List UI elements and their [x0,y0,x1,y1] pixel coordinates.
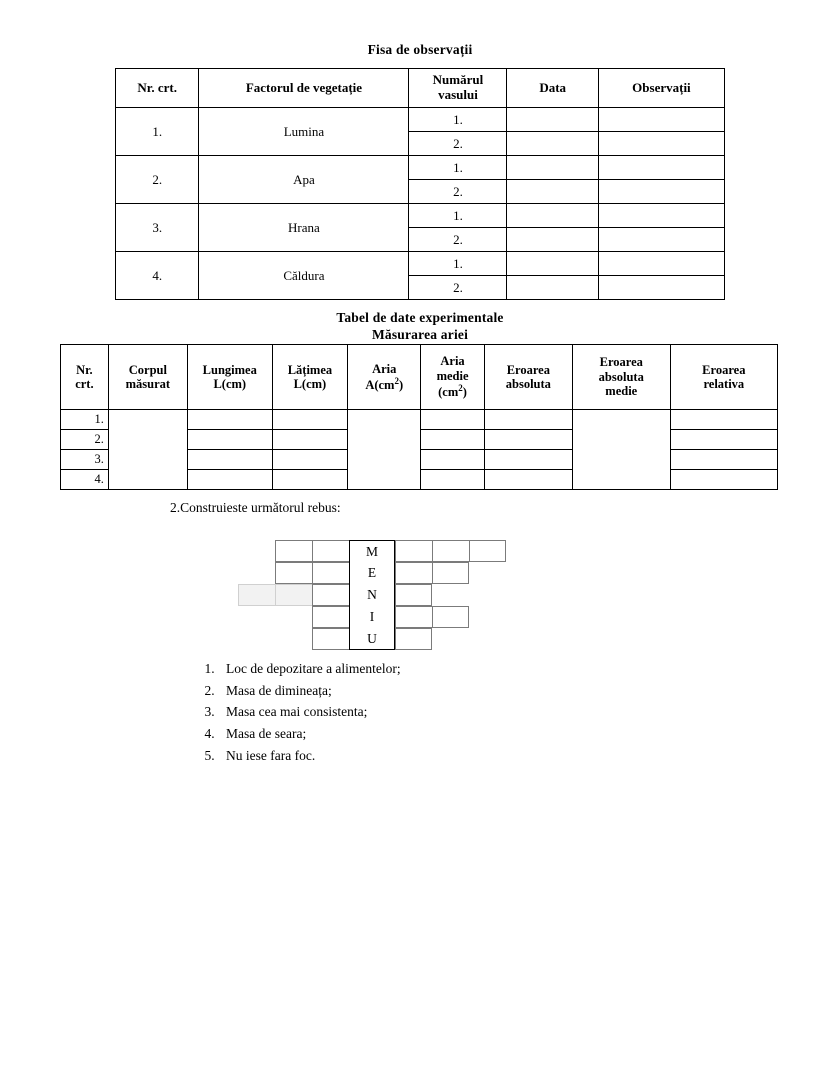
header-line: A(cm [365,378,395,393]
cell-lungimea [187,410,272,430]
list-item: 2. Masa de dimineața; [218,682,401,700]
header-line: măsurat [125,377,171,391]
cell-latimea [272,470,348,490]
rebus-key-cell-u: U [349,628,395,650]
header-lungimea [187,345,272,410]
rebus-cell[interactable] [312,540,349,562]
header-data: Data [507,69,598,108]
header-superscript: 2 [458,383,463,394]
cell-nr: 4. [61,470,109,490]
cell-observations [598,252,724,276]
cell-eroarea-absoluta [484,470,572,490]
cell-factor: Hrana [199,204,409,252]
rebus-cell-empty [469,584,506,606]
experiment-table-title: Tabel de date experimentale [336,310,504,325]
cell-vessel: 2. [409,228,507,252]
rebus-instruction: 2.Construieste următorul rebus: [170,500,341,515]
table-row [116,108,725,132]
header-line: medie [436,368,469,383]
header-latimea [272,345,348,410]
cell-factor: Lumina [199,108,409,156]
header-corpul-masurat [108,345,187,410]
cell-nr: 4. [116,252,199,300]
cell-latimea [272,430,348,450]
table-row [116,156,725,180]
cell-aria-medie [421,470,485,490]
table-header-row [61,345,778,410]
list-item: 1. Loc de depozitare a alimentelor; [218,660,401,678]
header-line: medie [605,384,638,399]
cell-data [507,276,598,300]
rebus-cell[interactable] [312,628,349,650]
rebus-cell[interactable] [469,540,506,562]
observation-table [115,68,725,300]
rebus-cell[interactable] [312,562,349,584]
rebus-cell-empty [469,606,506,628]
rebus-cell[interactable] [312,606,349,628]
rebus-row [238,584,578,606]
cell-vessel: 2. [409,132,507,156]
header-line: L(cm) [293,377,327,391]
rebus-key-cell-m: M [349,540,395,562]
header-line: absoluta [598,369,644,384]
cell-lungimea [187,430,272,450]
cell-eroarea-absoluta [484,410,572,430]
rebus-cell[interactable] [395,606,432,628]
header-eroarea-relativa [670,345,777,410]
cell-observations [598,132,724,156]
rebus-cell-empty [469,562,506,584]
cell-data [507,252,598,276]
cell-vessel: 2. [409,180,507,204]
rebus-cell-empty [275,628,312,650]
header-line: Corpul [128,362,167,377]
cell-nr: 2. [61,430,109,450]
cell-nr: 1. [116,108,199,156]
header-nr-crt: Nr. crt. [116,69,199,108]
rebus-cell-empty [238,562,275,584]
rebus-key-cell-i: I [349,606,395,628]
rebus-cell[interactable] [395,628,432,650]
header-line: Aria [372,361,397,376]
cell-lungimea [187,470,272,490]
header-eroarea-absoluta-medie [572,345,670,410]
rebus-grid [238,540,578,650]
cell-eroarea-relativa [670,410,777,430]
cell-observations [598,276,724,300]
header-line: (cm [438,385,459,400]
table-row [61,410,778,430]
rebus-cell[interactable] [395,540,432,562]
header-line: Lățimea [287,362,333,377]
cell-nr: 3. [116,204,199,252]
header-line: ) [398,378,404,393]
cell-nr: 2. [116,156,199,204]
rebus-cell[interactable] [275,562,312,584]
header-line: crt. [75,377,94,391]
cell-nr: 1. [61,410,109,430]
rebus-clues [196,660,401,769]
rebus-cell-empty [469,628,506,650]
rebus-cell[interactable] [432,606,469,628]
cell-nr: 3. [61,450,109,470]
cell-data [507,180,598,204]
cell-data [507,108,598,132]
rebus-cell-empty [275,606,312,628]
cell-vessel: 1. [409,156,507,180]
cell-data [507,204,598,228]
cell-vessel: 1. [409,204,507,228]
header-nr-crt [61,345,109,410]
header-line: L(cm) [213,377,247,391]
cell-observations [598,180,724,204]
cell-factor: Căldura [199,252,409,300]
rebus-key-cell-e: E [349,562,395,584]
rebus-cell-empty [432,628,469,650]
cell-latimea [272,410,348,430]
cell-eroarea-absoluta [484,450,572,470]
header-line: Aria [440,354,465,369]
rebus-cell[interactable] [312,584,349,606]
cell-data [507,132,598,156]
cell-data [507,156,598,180]
cell-vessel: 1. [409,108,507,132]
table-row [116,204,725,228]
cell-vessel: 1. [409,252,507,276]
header-line: Eroarea [599,355,643,370]
rebus-row [238,540,578,562]
rebus-cell-empty [238,628,275,650]
cell-aria-medie [421,430,485,450]
cell-factor: Apa [199,156,409,204]
header-aria-medie [421,345,485,410]
rebus-cell-empty [238,540,275,562]
header-factor: Factorul de vegetație [199,69,409,108]
rebus-row [238,628,578,650]
table-header-row [116,69,725,108]
rebus-cell-empty [432,584,469,606]
rebus-row [238,606,578,628]
rebus-cell[interactable] [432,540,469,562]
header-line: Eroarea [702,362,746,377]
header-observations: Observații [598,69,724,108]
cell-observations [598,156,724,180]
experiment-table-subtitle: Măsurarea ariei [371,327,469,342]
rebus-cell[interactable] [238,584,275,606]
cell-vessel: 2. [409,276,507,300]
rebus-cell[interactable] [395,562,432,584]
header-line: Nr. [76,362,93,377]
cell-eroarea-relativa [670,450,777,470]
cell-observations [598,228,724,252]
cell-observations [598,204,724,228]
header-line: relativa [703,377,745,391]
header-vessel: Numărul vasului [409,69,507,108]
header-line: absoluta [505,377,551,391]
header-aria [348,345,421,410]
cell-corpul-masurat [108,410,187,490]
header-line: Lungimea [202,362,257,377]
cell-eroarea-relativa [670,430,777,450]
header-line: ) [462,385,467,400]
cell-data [507,228,598,252]
cell-aria [348,410,421,490]
experiment-table [60,344,778,490]
cell-lungimea [187,450,272,470]
cell-eroarea-relativa [670,470,777,490]
rebus-cell[interactable] [275,540,312,562]
observation-table-title: Fisa de observații [367,42,473,57]
header-line: Eroarea [506,362,550,377]
cell-latimea [272,450,348,470]
list-item: 4. Masa de seara; [218,725,401,743]
cell-aria-medie [421,450,485,470]
rebus-cell[interactable] [432,562,469,584]
rebus-cell[interactable] [275,584,312,606]
rebus-cell-empty [238,606,275,628]
header-superscript: 2 [394,375,399,386]
header-eroarea-absoluta [484,345,572,410]
cell-eroarea-absoluta-medie [572,410,670,490]
cell-eroarea-absoluta [484,430,572,450]
rebus-key-cell-n: N [349,584,395,606]
table-row [116,252,725,276]
cell-aria-medie [421,410,485,430]
list-item: 5. Nu iese fara foc. [218,747,401,765]
rebus-cell[interactable] [395,584,432,606]
list-item: 3. Masa cea mai consistenta; [218,703,401,721]
cell-observations [598,108,724,132]
rebus-row [238,562,578,584]
